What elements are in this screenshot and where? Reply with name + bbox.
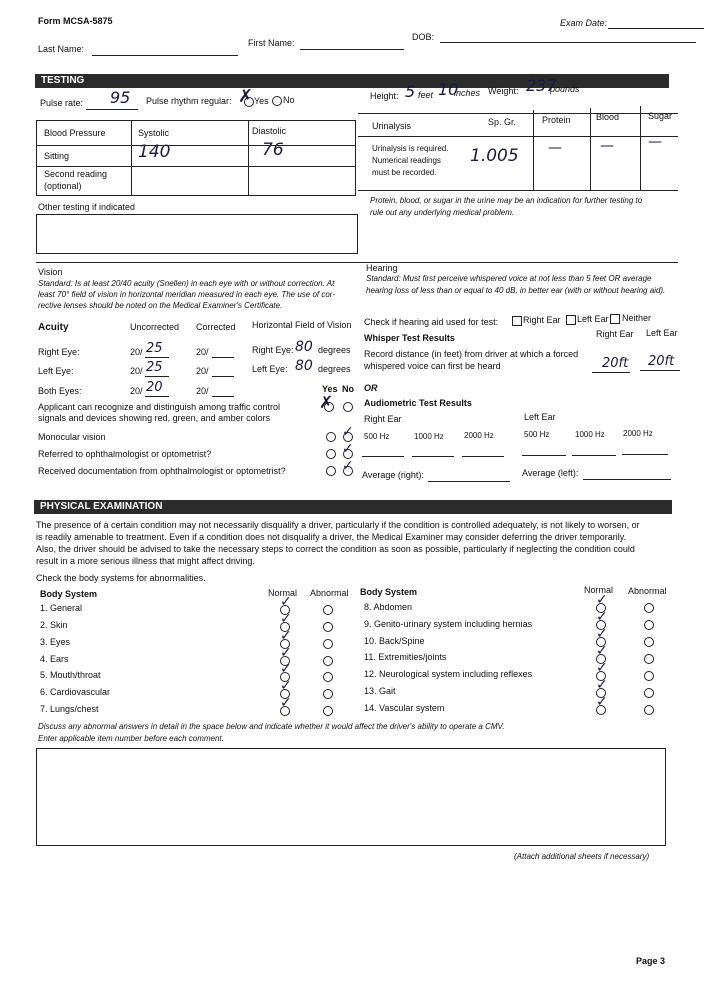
skin-abnormal-radio[interactable] (323, 622, 333, 632)
dob-field[interactable] (440, 42, 696, 43)
systolic-label: Systolic (138, 128, 170, 138)
left-eye-label: Left Eye: (38, 366, 74, 376)
audio-left-1000-field[interactable] (572, 455, 616, 456)
hearing-aid-left-label: Left Ear (577, 314, 609, 324)
urinalysis-divider-1 (533, 110, 534, 190)
extremities-normal-mark: ✓ (596, 643, 608, 659)
weight-label: Weight: (488, 86, 519, 96)
whisper-left-col: Left Ear (646, 328, 678, 338)
mouth-throat-abnormal-radio[interactable] (323, 672, 333, 682)
first-name-label: First Name: (248, 38, 295, 48)
both-uncorrected-prefix: 20/ (130, 386, 143, 396)
bp-label: Blood Pressure (44, 128, 106, 138)
ears-abnormal-radio[interactable] (323, 656, 333, 666)
avg-right-label: Average (right): (362, 470, 424, 480)
audio-right-1000-field[interactable] (412, 456, 454, 457)
physical-intro-4: result in a more serious illness that might affect driving. (36, 556, 255, 566)
both-uncorrected-line (145, 396, 169, 397)
hfov-label: Horizontal Field of Vision (252, 320, 352, 330)
vision-standard-1: Standard: Is at least 20/40 acuity (Snellen) in each eye with or without correction. At (38, 279, 335, 288)
second-reading-label: Second reading (44, 169, 108, 179)
height-inches-value: 10 (438, 80, 459, 99)
last-name-field[interactable] (92, 55, 238, 56)
abnormal-comments-field[interactable] (36, 748, 666, 846)
audio-left-2000: 2000 Hz (623, 429, 653, 438)
vision-top-line (36, 262, 678, 263)
normal-left-header: Normal (268, 588, 298, 598)
physical-section-bar (34, 500, 672, 514)
urinalysis-note-2: rule out any underlying medical problem. (370, 208, 515, 217)
audio-right-ear: Right Ear (364, 414, 402, 424)
body-item-eyes: 3. Eyes (40, 637, 71, 647)
right-uncorrected-prefix: 20/ (130, 347, 143, 357)
feet-label: feet (418, 90, 434, 100)
whisper-desc-2: whispered voice can first be heard (364, 361, 501, 371)
lungs-chest-normal-mark: ✓ (280, 695, 292, 711)
protein-label: Protein (542, 115, 571, 125)
left-uncorrected-line (145, 376, 169, 377)
bp-row-line-1 (36, 145, 356, 146)
right-uncorrected-value[interactable]: 25 (146, 341, 163, 356)
sugar-label: Sugar (648, 111, 673, 121)
left-degrees-value[interactable]: 80 (295, 358, 313, 374)
hearing-aid-left-checkbox[interactable] (566, 315, 576, 325)
audio-left-500: 500 Hz (524, 430, 550, 439)
urinalysis-divider-3 (640, 106, 641, 190)
vision-q4-no-mark: ✓ (342, 458, 354, 474)
vision-yes-col: Yes (322, 384, 338, 394)
bp-divider-1 (131, 120, 132, 195)
bp-divider-2 (248, 120, 249, 195)
mouth-throat-normal-mark: ✓ (280, 661, 292, 677)
exam-date-label: Exam Date: (560, 18, 608, 28)
audio-left-ear: Left Ear (524, 412, 556, 422)
physical-intro-3: Also, the driver should be advised to take the necessary steps to correct the condition as soon as possible, particularly if neglecting the condition could (36, 544, 635, 554)
eyes-abnormal-radio[interactable] (323, 639, 333, 649)
right-degrees-value[interactable]: 80 (295, 339, 313, 355)
whisper-right-value[interactable]: 20ft (602, 356, 629, 371)
pulse-rate-field[interactable] (86, 109, 138, 110)
left-eye-field-label: Left Eye: (252, 364, 288, 374)
right-eye-field-label: Right Eye: (252, 345, 294, 355)
skin-normal-mark: ✓ (280, 611, 292, 627)
pulse-rate-value: 95 (110, 88, 131, 107)
pulse-rhythm-no-radio[interactable] (272, 96, 282, 106)
urinalysis-bottom-line (358, 190, 678, 191)
left-uncorrected-prefix: 20/ (130, 366, 143, 376)
pulse-rhythm-no-label: No (283, 95, 295, 105)
body-item-abdomen: 8. Abdomen (364, 602, 413, 612)
vision-q1-yes-mark: ✗ (319, 393, 334, 413)
whisper-right-col: Right Ear (596, 329, 634, 339)
avg-left-field[interactable] (583, 479, 671, 480)
lungs-chest-abnormal-radio[interactable] (323, 706, 333, 716)
physical-intro-1: The presence of a certain condition may not necessarily disqualify a driver, particularly if the condition is controlled adequately, is not likely to worsen, or (36, 520, 640, 530)
normal-right-header: Normal (584, 585, 614, 595)
physical-title: PHYSICAL EXAMINATION (40, 501, 163, 512)
last-name-label: Last Name: (38, 44, 85, 54)
whisper-right-line (592, 372, 630, 373)
body-item-genito-urinary: 9. Genito-urinary system including hernias (364, 619, 533, 629)
right-corrected-field[interactable] (212, 357, 234, 358)
left-corrected-field[interactable] (212, 376, 234, 377)
height-label: Height: (370, 91, 399, 101)
abnormal-right-header: Abnormal (628, 586, 667, 596)
avg-right-field[interactable] (428, 481, 510, 482)
body-item-neurological: 12. Neurological system including reflexes (364, 669, 533, 679)
vision-q1-no-radio[interactable] (343, 402, 353, 412)
urinalysis-required-1: Urinalysis is required. (372, 144, 449, 153)
both-corrected-field[interactable] (212, 396, 234, 397)
neurological-abnormal-radio[interactable] (644, 671, 654, 681)
vision-no-col: No (342, 384, 354, 394)
body-item-ears: 4. Ears (40, 654, 69, 664)
hearing-aid-right-label: Right Ear (523, 315, 561, 325)
optional-label: (optional) (44, 181, 82, 191)
testing-title: TESTING (41, 75, 85, 86)
genito-urinary-abnormal-radio[interactable] (644, 620, 654, 630)
abdomen-abnormal-radio[interactable] (644, 603, 654, 613)
body-item-skin: 2. Skin (40, 620, 68, 630)
hearing-aid-label: Check if hearing aid used for test: (364, 317, 499, 327)
vision-q2-no-mark: ✓ (342, 424, 354, 440)
body-item-mouth-throat: 5. Mouth/throat (40, 670, 101, 680)
protein-value[interactable]: — (548, 140, 562, 156)
pulse-rhythm-yes-mark: ✗ (238, 86, 254, 107)
audio-left-500-field[interactable] (522, 455, 566, 456)
both-uncorrected-value[interactable]: 20 (146, 380, 163, 395)
left-degrees-label: degrees (318, 364, 351, 374)
body-system-left-header: Body System (40, 589, 98, 599)
pounds-label: pounds (550, 84, 580, 94)
gait-normal-mark: ✓ (596, 677, 608, 693)
uncorrected-label: Uncorrected (130, 322, 180, 332)
vision-q3: Referred to ophthalmologist or optometrist? (38, 449, 212, 459)
audio-left-1000: 1000 Hz (575, 430, 605, 439)
urinalysis-top-line (358, 113, 678, 114)
whisper-title: Whisper Test Results (364, 333, 455, 343)
urinalysis-divider-2 (590, 108, 591, 190)
hearing-standard-1: Standard: Must first perceive whispered voice at not less than 5 feet OR average (366, 274, 652, 283)
vision-q4-yes-radio[interactable] (326, 466, 336, 476)
hearing-or-label: OR (364, 383, 378, 393)
discuss-instructions-2: Enter applicable item number before each comment. (38, 734, 224, 743)
body-item-back-spine: 10. Back/Spine (364, 636, 425, 646)
avg-left-label: Average (left): (522, 468, 579, 478)
diastolic-label: Diastolic (252, 126, 287, 136)
urinalysis-header-line (358, 136, 678, 137)
sitting-diastolic-value[interactable]: 76 (262, 140, 284, 160)
body-item-general: 1. General (40, 603, 83, 613)
whisper-left-line (640, 370, 680, 371)
page-number: Page 3 (636, 956, 666, 966)
corrected-label: Corrected (196, 322, 236, 332)
cardiovascular-abnormal-radio[interactable] (323, 689, 333, 699)
other-testing-field[interactable] (36, 214, 358, 254)
audio-title: Audiometric Test Results (364, 398, 472, 408)
extremities-abnormal-radio[interactable] (644, 654, 654, 664)
blood-value[interactable]: — (600, 138, 614, 154)
vision-q1-line2: signals and devices showing red, green, and amber colors (38, 413, 271, 423)
audio-right-2000: 2000 Hz (464, 431, 494, 440)
hearing-aid-right-checkbox[interactable] (512, 316, 522, 326)
vision-standard-2: least 70° field of vision in horizontal meridian measured in each eye. The use of cor- (38, 290, 335, 299)
form-id: Form MCSA-5875 (38, 16, 113, 26)
body-item-cardiovascular: 6. Cardiovascular (40, 687, 111, 697)
whisper-desc-1: Record distance (in feet) from driver at which a forced (364, 349, 579, 359)
hearing-title: Hearing (366, 263, 398, 273)
urinalysis-label: Urinalysis (372, 121, 412, 131)
left-uncorrected-value[interactable]: 25 (146, 360, 163, 375)
sitting-systolic-value[interactable]: 140 (138, 142, 171, 162)
pulse-rhythm-yes-label: Yes (254, 96, 269, 106)
body-item-gait: 13. Gait (364, 686, 396, 696)
hearing-aid-neither-checkbox[interactable] (610, 314, 620, 324)
urinalysis-required-3: must be recorded. (372, 168, 437, 177)
inches-label: inches (454, 88, 481, 98)
physical-intro-2: is readily amenable to treatment. Even if a condition does not disqualify a driver, the Medical Examiner may consider deferring the driver temporarily. (36, 532, 627, 542)
blood-label: Blood (596, 112, 620, 122)
pulse-rate-label: Pulse rate: (40, 98, 84, 108)
neurological-normal-mark: ✓ (596, 660, 608, 676)
hearing-aid-neither-label: Neither (622, 313, 652, 323)
dob-label: DOB: (412, 32, 435, 42)
vision-q2-yes-radio[interactable] (326, 432, 336, 442)
vision-q4: Received documentation from ophthalmologist or optometrist? (38, 466, 286, 476)
other-testing-label: Other testing if indicated (38, 202, 136, 212)
vision-q3-yes-radio[interactable] (326, 449, 336, 459)
height-feet-value: 5 (405, 82, 416, 101)
check-body-systems-label: Check the body systems for abnormalities. (36, 573, 206, 583)
vision-standard-3: rective lenses should be noted on the Medical Examiner's Certificate. (38, 301, 283, 310)
right-degrees-label: degrees (318, 345, 351, 355)
audio-right-500-field[interactable] (362, 456, 404, 457)
general-normal-mark: ✓ (280, 594, 292, 610)
body-item-vascular: 14. Vascular system (364, 703, 445, 713)
both-corrected-prefix: 20/ (196, 386, 209, 396)
back-spine-abnormal-radio[interactable] (644, 637, 654, 647)
first-name-field[interactable] (300, 49, 404, 50)
body-item-extremities: 11. Extremities/joints (364, 652, 447, 662)
acuity-label: Acuity (38, 322, 69, 333)
abdomen-normal-mark: ✓ (596, 592, 608, 608)
gait-abnormal-radio[interactable] (644, 688, 654, 698)
audio-right-2000-field[interactable] (462, 456, 504, 457)
weight-value: 237 (526, 76, 557, 95)
eyes-normal-mark: ✓ (280, 628, 292, 644)
cardiovascular-normal-mark: ✓ (280, 678, 292, 694)
ears-normal-mark: ✓ (280, 645, 292, 661)
urinalysis-required-2: Numerical readings (372, 156, 441, 165)
whisper-left-value[interactable]: 20ft (648, 354, 675, 369)
general-abnormal-radio[interactable] (323, 605, 333, 615)
body-item-lungs-chest: 7. Lungs/chest (40, 704, 99, 714)
hearing-standard-2: hearing loss of less than or equal to 40 dB, in better ear (with or without hearing aid). (366, 286, 666, 295)
audio-right-500: 500 Hz (364, 432, 390, 441)
sugar-value[interactable]: — (648, 134, 662, 150)
bp-row-line-2 (36, 166, 356, 167)
right-eye-label: Right Eye: (38, 347, 80, 357)
exam-date-field[interactable] (608, 28, 704, 29)
sp-gr-label: Sp. Gr. (488, 117, 517, 127)
vascular-normal-mark: ✓ (596, 694, 608, 710)
vascular-abnormal-radio[interactable] (644, 705, 654, 715)
abnormal-left-header: Abnormal (310, 588, 349, 598)
vision-q3-no-mark: ✓ (342, 441, 354, 457)
genito-urinary-normal-mark: ✓ (596, 609, 608, 625)
sitting-label: Sitting (44, 151, 70, 161)
vision-title: Vision (38, 267, 63, 277)
audio-left-2000-field[interactable] (622, 454, 668, 455)
both-eyes-label: Both Eyes: (38, 386, 82, 396)
sp-gr-value[interactable]: 1.005 (470, 146, 519, 166)
attach-sheets-note: (Attach additional sheets if necessary) (514, 852, 650, 861)
right-corrected-prefix: 20/ (196, 347, 209, 357)
discuss-instructions-1: Discuss any abnormal answers in detail in the space below and indicate whether it would affect the driver's ability to operate a CMV. (38, 722, 505, 731)
pulse-rhythm-label: Pulse rhythm regular: (146, 96, 232, 106)
vision-q1-line1: Applicant can recognize and distinguish among traffic control (38, 402, 280, 412)
back-spine-normal-mark: ✓ (596, 626, 608, 642)
right-uncorrected-line (145, 357, 169, 358)
left-corrected-prefix: 20/ (196, 366, 209, 376)
urinalysis-note-1: Protein, blood, or sugar in the urine may be an indication for further testing to (370, 196, 643, 205)
body-system-right-header: Body System (360, 587, 418, 597)
audio-right-1000: 1000 Hz (414, 432, 444, 441)
vision-q2: Monocular vision (38, 432, 106, 442)
